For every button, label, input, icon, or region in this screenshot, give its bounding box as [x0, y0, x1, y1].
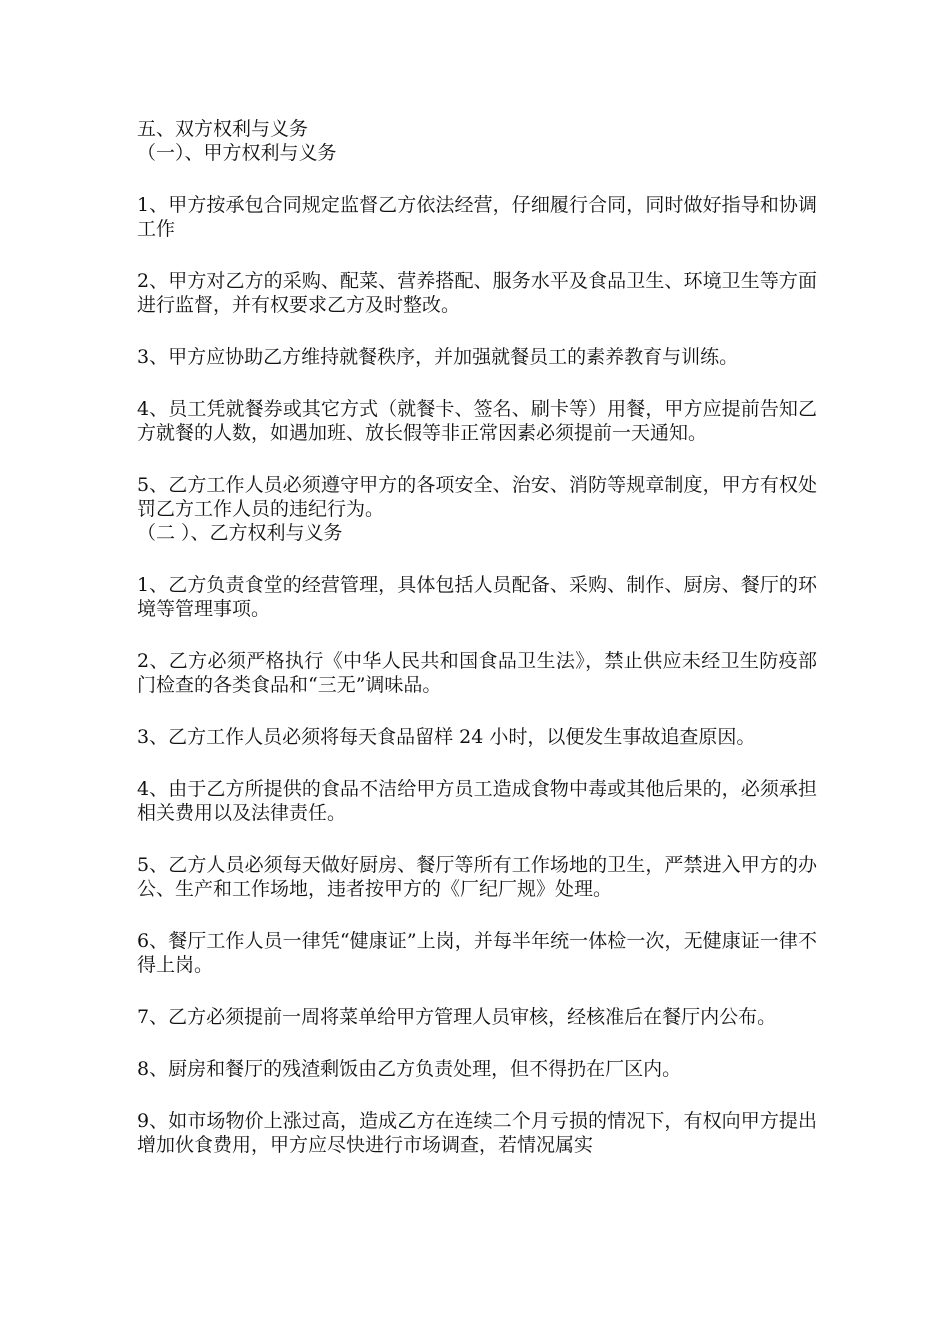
party-b-item-1: 1、乙方负责食堂的经营管理，具体包括人员配备、采购、制作、厨房、餐厅的环境等管理事项。 [137, 574, 817, 620]
party-b-item-2: 2、乙方必须严格执行《中华人民共和国食品卫生法》，禁止供应未经卫生防疫部门检查的各类食品和“三无”调味品。 [137, 650, 817, 696]
party-a-item-5: 5、乙方工作人员必须遵守甲方的各项安全、治安、消防等规章制度，甲方有权处罚乙方工作人员的违纪行为。 [137, 474, 817, 520]
party-a-item-2: 2、甲方对乙方的采购、配菜、营养搭配、服务水平及食品卫生、环境卫生等方面进行监督，并有权要求乙方及时整改。 [137, 270, 817, 316]
party-a-item-1: 1、甲方按承包合同规定监督乙方依法经营，仔细履行合同，同时做好指导和协调工作 [137, 194, 817, 240]
section-heading: 五、双方权利与义务 [137, 118, 309, 140]
party-a-item-4: 4、员工凭就餐券或其它方式（就餐卡、签名、刷卡等）用餐，甲方应提前告知乙方就餐的人数，如遇加班、放长假等非正常因素必须提前一天通知。 [137, 398, 817, 444]
party-b-item-9: 9、如市场物价上涨过高，造成乙方在连续二个月亏损的情况下，有权向甲方提出增加伙食费用，甲方应尽快进行市场调查，若情况属实 [137, 1110, 817, 1156]
party-b-item-4: 4、由于乙方所提供的食品不洁给甲方员工造成食物中毒或其他后果的，必须承担相关费用以及法律责任。 [137, 778, 817, 824]
party-b-item-7: 7、乙方必须提前一周将菜单给甲方管理人员审核，经核准后在餐厅内公布。 [137, 1006, 777, 1028]
party-b-item-6: 6、餐厅工作人员一律凭“健康证”上岗，并每半年统一体检一次，无健康证一律不得上岗。 [137, 930, 817, 976]
party-a-item-3: 3、甲方应协助乙方维持就餐秩序，并加强就餐员工的素养教育与训练。 [137, 346, 739, 368]
subsection-heading-party-a: （一）、甲方权利与义务 [137, 142, 337, 164]
party-b-item-5: 5、乙方人员必须每天做好厨房、餐厅等所有工作场地的卫生，严禁进入甲方的办公、生产和工作场地，违者按甲方的《厂纪厂规》处理。 [137, 854, 817, 900]
party-b-item-8: 8、厨房和餐厅的残渣剩饭由乙方负责处理，但不得扔在厂区内。 [137, 1058, 682, 1080]
document-body [137, 117, 817, 1157]
subsection-heading-party-b: （二 ）、乙方权利与义务 [137, 522, 343, 544]
party-b-item-3: 3、乙方工作人员必须将每天食品留样 24 小时，以便发生事故追查原因。 [137, 726, 756, 748]
